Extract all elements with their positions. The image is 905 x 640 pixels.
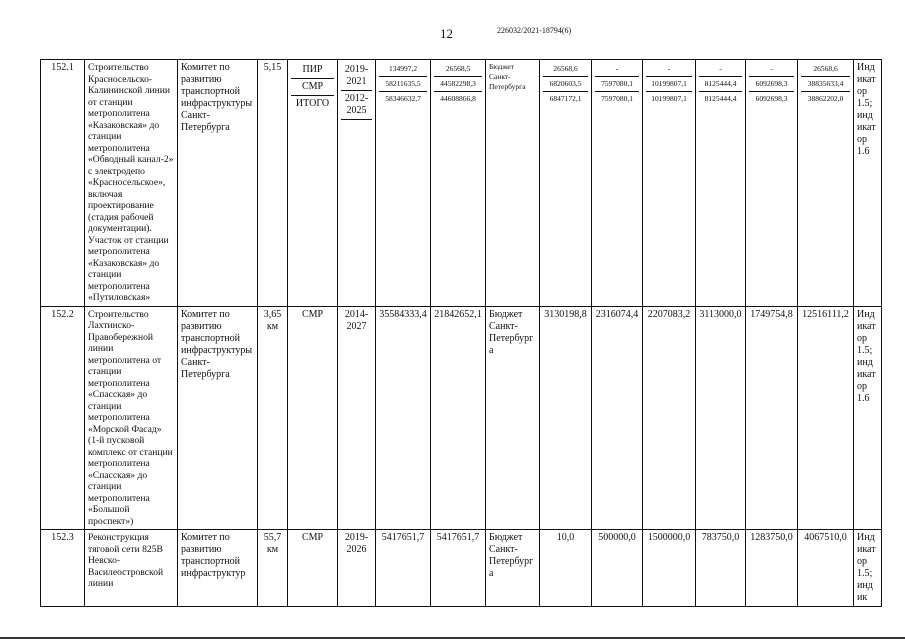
year-value: 3130198,8	[540, 306, 592, 530]
year-value: -	[667, 64, 671, 73]
object-name: Реконструкция тяговой сети 825В Невско-Василеостровской линии	[85, 530, 178, 607]
work-type: СМР	[288, 530, 338, 607]
year-value: 10199807,1	[646, 91, 692, 106]
year-value: 6092698,3	[749, 91, 794, 106]
funding-source: Бюджет Санкт-Петербурга	[486, 306, 540, 530]
executor: Комитет по развитию транспортной инфраструктуры Санкт-Петербурга	[178, 306, 258, 530]
year-value: 3113000,0	[696, 306, 746, 530]
year6-cell	[798, 60, 854, 307]
spent: 26568,5	[445, 64, 471, 73]
year-value: 6847172,1	[543, 91, 588, 106]
indicator: Индикатор 1.5; индик	[854, 530, 882, 607]
year-value: 38835633,4	[801, 76, 850, 91]
executor: Комитет по развитию транспортной инфраструктуры Санкт-Петербурга	[178, 60, 258, 307]
total-cost: 58211635,5	[379, 76, 427, 91]
total-cost: 5417651,7	[376, 530, 431, 607]
length: 55,7 км	[258, 530, 288, 607]
total-cost: 35584333,4	[376, 306, 431, 530]
object-name: Строительство Красносельско-Калининской линии от станции метрополитена «Казаковская» до станции метрополитена «Обводный канал-2» с электродепо «Красносельское», включая проектирование (стадия рабочей документации). Участок от станции метрополитена «Казаковская» до станции метрополитена «Путиловская»	[85, 60, 178, 307]
period: 2019-2021	[344, 64, 369, 87]
year-value: 6092698,3	[749, 76, 794, 91]
row-number: 152.3	[41, 530, 85, 607]
year-value: 26568,6	[553, 64, 578, 73]
year2-cell	[592, 60, 643, 307]
total-cost-cell	[376, 60, 431, 307]
executor: Комитет по развитию транспортной инфраструктур	[178, 530, 258, 607]
table-row	[41, 306, 882, 530]
year-value: 38862202,0	[801, 91, 850, 106]
row-number: 152.2	[41, 306, 85, 530]
year-value: 8125444,4	[699, 76, 742, 91]
work-type-cell	[288, 60, 338, 307]
funding-source: Бюджет Санкт-Петербурга	[486, 530, 540, 607]
year-value: 1749754,8	[746, 306, 798, 530]
year-value: 2207083,2	[643, 306, 696, 530]
period: 2019-2026	[338, 530, 376, 607]
year-value: 10,0	[540, 530, 592, 607]
length: 3,65 км	[258, 306, 288, 530]
work-type: ПИР	[302, 64, 323, 75]
indicator: Индикатор 1.5; индикатор 1.6	[854, 306, 882, 530]
year4-cell	[696, 60, 746, 307]
year-value: 6820603,5	[543, 76, 588, 91]
work-type: ИТОГО	[291, 95, 334, 112]
object-name: Строительство Лахтинско-Правобережной линии метрополитена от станции метрополитена «Спасская» до станции метрополитена «Морской Фасад» (1-й пусковой комплекс от станции метрополитена «Спасская» до станции метрополитена «Большой проспект»)	[85, 306, 178, 530]
period: 2014-2027	[338, 306, 376, 530]
period-cell	[338, 60, 376, 307]
period	[341, 119, 372, 124]
row-number: 152.1	[41, 60, 85, 307]
program-table	[40, 59, 882, 607]
year-value: 1500000,0	[643, 530, 696, 607]
spent: 44608866,8	[434, 91, 482, 106]
document-id: 226032/2021-18794(6)	[497, 26, 572, 35]
year3-cell	[643, 60, 696, 307]
year-value: -	[615, 64, 619, 73]
spent-cell	[431, 60, 486, 307]
total-cost: 58346632,7	[379, 91, 427, 106]
year-value: 7597080,1	[595, 91, 639, 106]
year-value: 8125444,4	[699, 91, 742, 106]
spent: 5417651,7	[431, 530, 486, 607]
year-value: 10199807,1	[646, 76, 692, 91]
year-value: 12516111,2	[798, 306, 854, 530]
work-type: СМР	[288, 306, 338, 530]
year1-cell	[540, 60, 592, 307]
table-row	[41, 530, 882, 607]
year-value: 2316074,4	[592, 306, 643, 530]
year5-cell	[746, 60, 798, 307]
spent: 44582298,3	[434, 76, 482, 91]
spent: 21842652,1	[431, 306, 486, 530]
year-value: 1283750,0	[746, 530, 798, 607]
year-value: 4067510,0	[798, 530, 854, 607]
funding-source: Бюджет Санкт-Петербурга	[486, 60, 540, 307]
year-value: 7597080,1	[595, 76, 639, 91]
total-cost: 134997,2	[388, 64, 418, 73]
year-value: 500000,0	[592, 530, 643, 607]
period: 2012-2025	[341, 90, 372, 119]
indicator: Индикатор 1.5; индикатор 1.6	[854, 60, 882, 307]
page-edge-line	[0, 637, 905, 639]
work-type: СМР	[291, 78, 334, 95]
year-value: -	[770, 64, 773, 73]
length: 5,15	[258, 60, 288, 307]
page-number: 12	[440, 26, 453, 41]
year-value: 783750,0	[696, 530, 746, 607]
year-value: 26568,6	[813, 64, 838, 73]
year-value: -	[719, 64, 722, 73]
table-row	[41, 60, 882, 307]
